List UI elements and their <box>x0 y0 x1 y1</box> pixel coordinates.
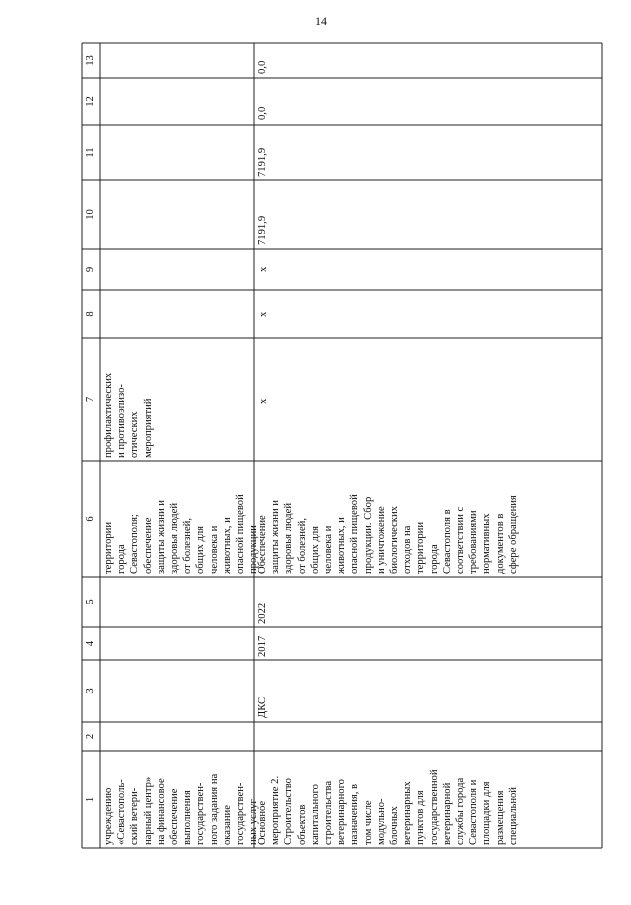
budget-table <box>82 43 602 848</box>
row1-indicator-link: профилактических и противоэпизо- отических мероприятий <box>103 372 154 458</box>
column-header-11: 11 <box>85 147 96 158</box>
column-header-8: 8 <box>85 311 96 317</box>
row2-col12: 0,0 <box>257 106 268 120</box>
row2-executor: ДКС <box>257 696 268 718</box>
row2-start-year: 2017 <box>257 635 268 657</box>
row2-expected-result: Обеспечение защиты жизни и здоровья людей от болезней, общих для человека и животных, и опасной пищевой продукции. Сбор и уничтожение биологических отходов на территории города Севастополя в соответствии с требованиями нормативных документов в сфере обращения <box>257 494 519 574</box>
column-header-3: 3 <box>85 688 96 694</box>
row1-activity-description: учреждению «Севастополь- ский ветери- нарный центр» на финансовое обеспечение выполнения государствен- ного задания на оказание государствен- ных услуг <box>103 773 260 845</box>
column-header-2: 2 <box>85 733 96 740</box>
column-header-12: 12 <box>85 96 96 107</box>
column-header-10: 10 <box>85 209 96 220</box>
column-header-4: 4 <box>85 640 96 647</box>
column-header-6: 6 <box>85 516 96 522</box>
row1-expected-result: территории города Севастополя; обеспечение защиты жизни и здоровья людей от болезней, общих для человека и животных, и опасной пищевой продукции <box>103 494 260 574</box>
row2-activity-description: Основное мероприятие 2. Строительство объектов капитального строительства ветеринарного назначения, в том числе модульно- блочных ветеринарных пунктов для государственной ветеринарной службы города Севастополя и площадки для размещения специальной <box>257 769 519 845</box>
column-header-1: 1 <box>85 796 96 803</box>
row2-indicator-link: х <box>258 398 269 404</box>
page-number: 14 <box>315 14 327 28</box>
row2-budget-funding: 7191,9 <box>257 147 268 177</box>
column-header-9: 9 <box>85 266 96 273</box>
column-header-13: 13 <box>85 55 96 66</box>
row2-col9: х <box>258 266 269 272</box>
row2-total-funding: 7191,9 <box>257 215 268 245</box>
column-header-5: 5 <box>85 599 96 605</box>
column-header-7: 7 <box>85 396 96 403</box>
row2-end-year: 2022 <box>257 602 268 624</box>
row2-col8: х <box>258 311 269 317</box>
row2-col13: 0,0 <box>257 60 268 74</box>
